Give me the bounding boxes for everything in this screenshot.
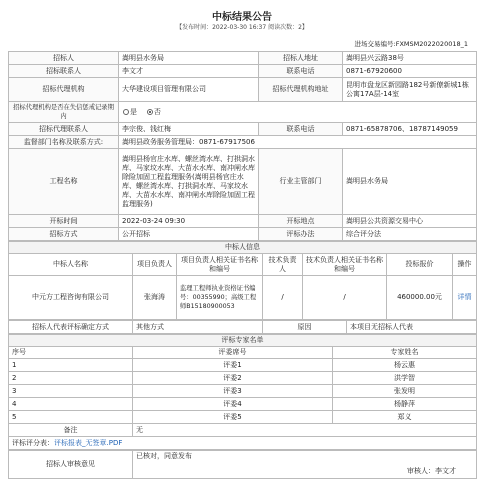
winner-pm: 张海涛	[133, 276, 177, 320]
winner-header-tech: 技术负责人	[263, 254, 303, 276]
expert-seat: 评委3	[133, 385, 333, 398]
expert-seat: 评委4	[133, 398, 333, 411]
base-info-table	[8, 51, 477, 241]
table-row	[9, 385, 477, 398]
expert-name: 杨云惠	[333, 359, 477, 372]
page-title: 中标结果公告	[212, 12, 272, 23]
reason-value: 本项目无招标人代表	[347, 321, 477, 334]
project-name-value: 嵩明县杨官庄水库、螺丝湾水库、打拱洞水库、马家坟水库、大苗水水库、南冲闸水库除险加固工程监理服务(嵩明县杨官庄水库、螺丝湾水库、打拱洞水库、马家坟水库、大苗水水库、南冲闸水库除险加固工程监理服务)	[119, 149, 259, 215]
credit-label: 招标代理机构是否在失信惩戒记录期内	[9, 102, 119, 123]
winner-header-price: 投标报价	[387, 254, 453, 276]
expert-section-title: 评标专家名单	[9, 335, 477, 347]
tenderer-address-label: 招标人地址	[259, 52, 343, 65]
expert-no: 1	[9, 359, 133, 372]
agency-value: 大华建设项目管理有限公司	[119, 78, 259, 102]
winner-name: 中元方工程咨询有限公司	[9, 276, 133, 320]
winner-header-name: 中标人名称	[9, 254, 133, 276]
open-place-label: 开标地点	[259, 215, 343, 228]
tel-label: 联系电话	[259, 65, 343, 78]
expert-seat: 评委2	[133, 372, 333, 385]
report-row	[9, 437, 477, 450]
expert-header-name: 专家姓名	[333, 347, 477, 359]
credit-radio-group	[119, 102, 477, 123]
winner-table	[8, 241, 477, 320]
tenderer-address-value: 嵩明县兴云路38号	[343, 52, 477, 65]
expert-no: 2	[9, 372, 133, 385]
method-label: 招标方式	[9, 228, 119, 241]
open-place-value: 嵩明县公共资源交易中心	[343, 215, 477, 228]
reason-label: 原因	[263, 321, 347, 334]
winner-header-op: 操作	[453, 254, 477, 276]
expert-header-no: 序号	[9, 347, 133, 359]
expert-name: 洪学智	[333, 372, 477, 385]
contact-value: 李文才	[119, 65, 259, 78]
credit-no-label: 否	[153, 107, 161, 116]
dept-label: 行业主管部门	[259, 149, 343, 215]
winner-header-tech-cert: 技术负责人相关证书名称和编号	[303, 254, 387, 276]
expert-seat: 评委5	[133, 411, 333, 424]
opinion-table	[8, 450, 477, 479]
eval-value: 综合评分法	[343, 228, 477, 241]
publish-meta: 【发布时间：2022-03-30 16:37 阅读次数：2】	[176, 24, 308, 31]
serial-number: 进场交易编号:FXMSM2022020018_1	[354, 40, 468, 48]
credit-yes-label: 是	[130, 107, 137, 116]
table-row	[9, 372, 477, 385]
winner-price: 460000.00元	[387, 276, 453, 320]
agency-address-value: 昆明市盘龙区新园路182号新僚新城1栋公寓17A层-14室	[343, 78, 477, 102]
agency-contact-label: 招标代理联系人	[9, 123, 119, 136]
dept-value: 嵩明县水务局	[343, 149, 477, 215]
note-label: 备注	[9, 424, 133, 437]
confirm-label: 招标人代表评标确定方式	[9, 321, 133, 334]
opinion-text: 已核对，同意发布	[136, 452, 192, 460]
winner-pm-cert: 监理工程师执业资格证书编号：00355990；高级工程师B15180900053	[177, 276, 263, 320]
winner-tech: /	[263, 276, 303, 320]
agency-tel-label: 联系电话	[259, 123, 343, 136]
method-value: 公开招标	[119, 228, 259, 241]
confirm-table	[8, 320, 477, 334]
agency-tel-value: 0871-65878706、18787149059	[343, 123, 477, 136]
open-time-value: 2022-03-24 09:30	[119, 215, 259, 228]
opinion-signer: 审核人：李文才	[407, 467, 456, 475]
opinion-cell	[133, 451, 477, 479]
winner-tech-cert: /	[303, 276, 387, 320]
report-pdf-link[interactable]: 评标报表_无签章.PDF	[54, 438, 123, 447]
tel-value: 0871-67920600	[343, 65, 477, 78]
agency-label: 招标代理机构	[9, 78, 119, 102]
agency-address-label: 招标代理机构地址	[259, 78, 343, 102]
supervise-value: 嵩明县政务服务管理局：0871-67917506	[119, 136, 477, 149]
table-row	[9, 411, 477, 424]
eval-label: 评标办法	[259, 228, 343, 241]
expert-no: 4	[9, 398, 133, 411]
project-name-label: 工程名称	[9, 149, 119, 215]
winner-section-title: 中标人信息	[9, 242, 477, 254]
credit-yes-radio[interactable]	[123, 109, 129, 115]
expert-header-seat: 评委席号	[133, 347, 333, 359]
expert-seat: 评委1	[133, 359, 333, 372]
note-value: 无	[133, 424, 477, 437]
expert-no: 5	[9, 411, 133, 424]
expert-table	[8, 334, 477, 450]
tenderer-value: 嵩明县水务局	[119, 52, 259, 65]
open-time-label: 开标时间	[9, 215, 119, 228]
expert-no: 3	[9, 385, 133, 398]
agency-contact-value: 李宗俊、钱红梅	[119, 123, 259, 136]
confirm-value: 其他方式	[133, 321, 263, 334]
credit-no-radio[interactable]	[147, 109, 153, 115]
expert-name: 郑义	[333, 411, 477, 424]
table-row	[9, 398, 477, 411]
expert-name: 张发明	[333, 385, 477, 398]
tenderer-label: 招标人	[9, 52, 119, 65]
supervise-label: 监督部门名称及联系方式:	[9, 136, 119, 149]
expert-name: 杨静萍	[333, 398, 477, 411]
winner-header-pm-cert: 项目负责人相关证书名称和编号	[177, 254, 263, 276]
opinion-label: 招标人审核意见	[9, 451, 133, 479]
winner-header-pm: 项目负责人	[133, 254, 177, 276]
contact-label: 招标联系人	[9, 65, 119, 78]
table-row	[9, 359, 477, 372]
report-label: 评标评分表：	[12, 438, 54, 447]
winner-detail-link[interactable]: 详情	[453, 276, 477, 320]
